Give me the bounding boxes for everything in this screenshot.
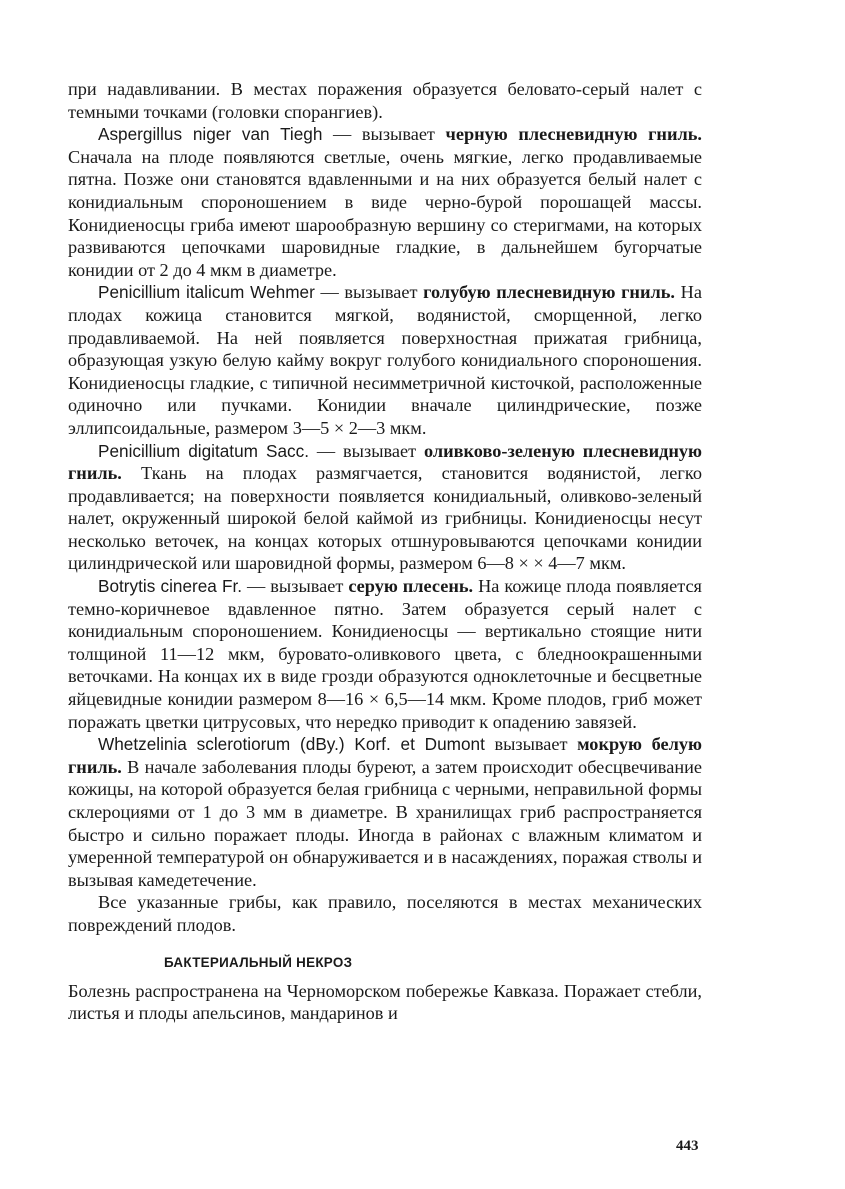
page-number: 443 <box>676 1138 699 1154</box>
paragraph-text: при надавливании. В местах поражения образуется беловато-серый налет с темными точками (головки спорангиев). <box>68 79 702 122</box>
paragraph-penicillium-italicum <box>68 281 702 439</box>
paragraph-text: вызывает <box>484 734 578 755</box>
paragraph-text: — вызывает <box>314 282 424 303</box>
paragraph-text: Сначала на плоде появляются светлые, очень мягкие, легко продавливаемые пятна. Позже они становятся вдавленными и на них образуется белый налет с конидиальным спороношением в виде черно-бурой порошащей массы. Конидиеносцы гриба имеют шарообразную вершину со стеригмами, на которых развиваются цепочками шаровидные гладкие, в дальнейшем бугорчатые конидии от 2 до 4 мкм в диаметре. <box>68 146 702 280</box>
paragraph-text: Болезнь распространена на Черноморском побережье Кавказа. Поражает стебли, листья и плоды апельсинов, мандаринов и <box>68 980 702 1024</box>
disease-name: серую плесень. <box>348 576 474 597</box>
paragraph-text: — вызывает <box>242 576 349 597</box>
paragraph-bacterial-necrosis <box>68 980 702 1025</box>
species-name: Botrytis cinerea Fr. <box>98 576 243 597</box>
species-name: Whetzelinia sclerotiorum (dBy.) Korf. et Dumont <box>98 734 485 755</box>
paragraph-text: На плодах кожица становится мягкой, водянистой, сморщенной, легко продавливаемой. На ней появляется поверхностная прижатая грибница, образующая узкую белую кайму вокруг голубого конидиального спороношения. Конидиеносцы гладкие, с типичной несимметричной кисточкой, расположенные одиночно или пучками. Конидии вначале цилиндрические, позже эллипсоидальные, размером 3—5 × 2—3 мкм. <box>68 282 702 438</box>
paragraph-whetzelinia <box>68 733 702 891</box>
paragraph-text: Ткань на плодах размягчается, становится водянистой, легко продавливается; на поверхности появляется конидиальный, оливково-зеленый налет, окруженный широкой белой каймой из грибницы. Конидиеносцы несут несколько веточек, на концах которых отшнуровываются цепочками конидии цилиндрической или шаровидной формы, размером 6—8 × × 4—7 мкм. <box>68 463 702 574</box>
species-name: Aspergillus niger van Tiegh <box>98 124 323 145</box>
species-name: Penicillium italicum Wehmer <box>98 282 315 303</box>
disease-name: оливково-зеленую плесневидную гниль. <box>68 440 702 484</box>
paragraph-text: — вызывает <box>322 124 446 145</box>
disease-name: мокрую белую гниль. <box>68 734 702 777</box>
paragraph-botrytis <box>68 575 702 733</box>
paragraph-summary <box>68 891 702 936</box>
disease-name: голубую плесневидную гниль. <box>423 282 675 303</box>
document-page <box>68 78 702 1025</box>
paragraph-text: В начале заболевания плоды буреют, а затем происходит обесцвечивание кожицы, на которой образуется белая грибница с черными, неправильной формы склероциями от 1 до 3 мм в диаметре. В хранилищах гриб распространяется быстро и сильно поражает плоды. Иногда в районах с влажным климатом и умеренной температурой он обнаруживается и в насаждениях, поражая стволы и вызывая камедетечение. <box>68 756 702 890</box>
paragraph-continuation <box>68 78 702 123</box>
section-heading: БАКТЕРИАЛЬНЫЙ НЕКРОЗ <box>164 954 353 970</box>
species-name: Penicillium digitatum Sacc. <box>98 440 310 461</box>
disease-name: черную плесневидную гниль. <box>445 124 702 145</box>
paragraph-aspergillus <box>68 123 702 281</box>
paragraph-text: Все указанные грибы, как правило, поселяются в местах механических повреждений плодов. <box>68 892 702 935</box>
paragraph-penicillium-digitatum <box>68 440 702 576</box>
paragraph-text: — вызывает <box>309 440 424 461</box>
paragraph-text: На кожице плода появляется темно-коричневое вдавленное пятно. Затем образуется серый налет с конидиальным спороношением. Конидиеносцы — вертикально стоящие нити толщиной 11—12 мкм, буровато-оливкового цвета, с бледноокрашенными веточками. На концах их в виде грозди образуются одноклеточные и бесцветные яйцевидные конидии размером 8—16 × 6,5—14 мкм. Кроме плодов, гриб может поражать цветки цитрусовых, что нередко приводит к опадению завязей. <box>68 576 702 732</box>
